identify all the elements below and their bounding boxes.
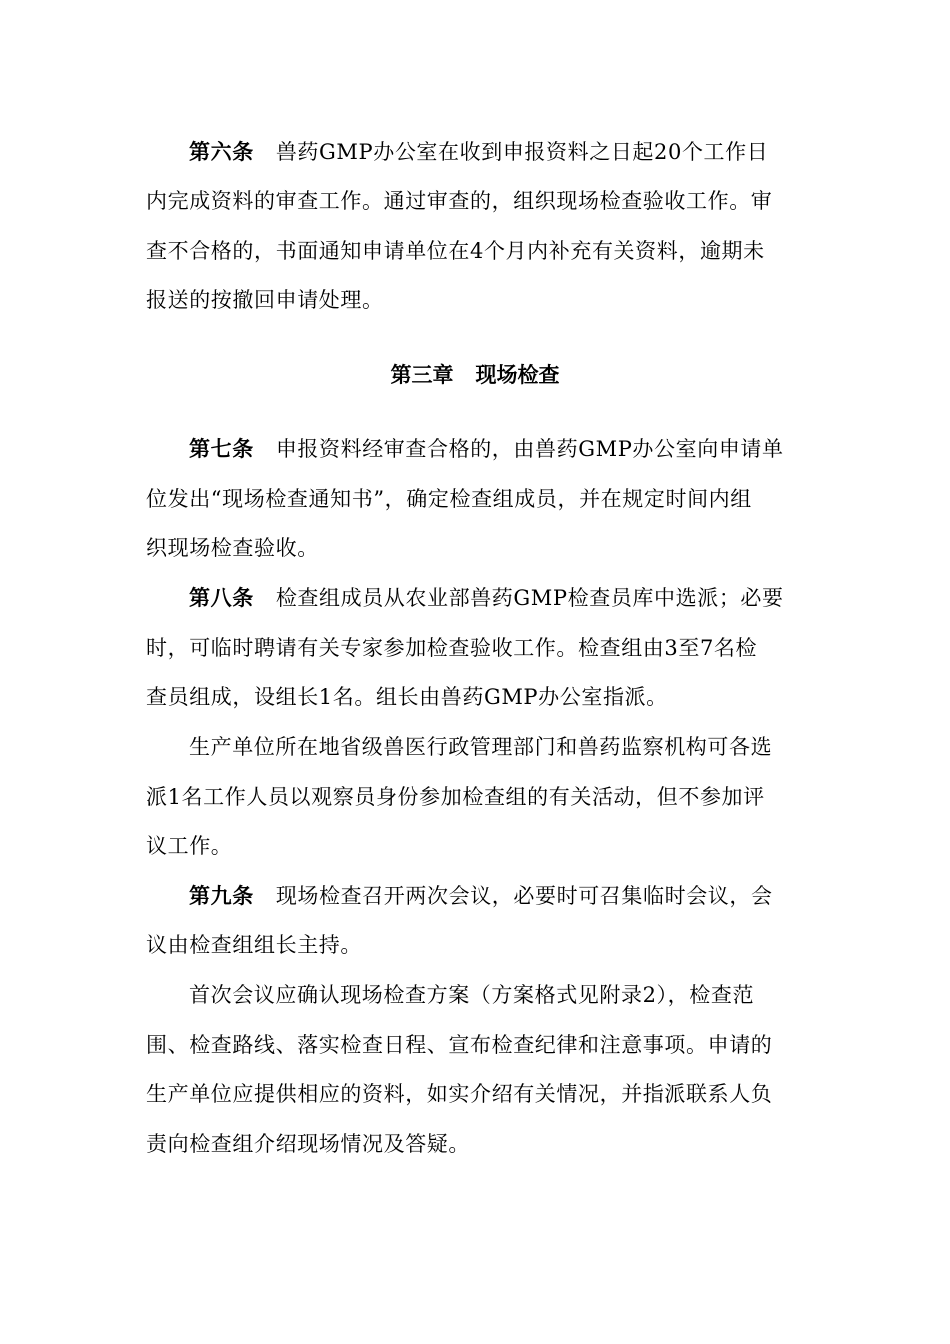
- article-7-text-1: 申报资料经审查合格的，由兽药GMP办公室向申请单: [275, 437, 784, 461]
- article-9-line-1: [189, 884, 773, 908]
- article-8-para2-line-1: 生产单位所在地省级兽医行政管理部门和兽药监察机构可各选: [189, 735, 773, 759]
- chapter-title: 现场检查: [475, 362, 560, 387]
- chapter-heading: [0, 363, 950, 387]
- article-8-label: 第八条: [189, 585, 254, 610]
- article-7-line-3: 织现场检查验收。: [146, 536, 319, 560]
- article-9-para2-line-1: 首次会议应确认现场检查方案（方案格式见附录2），检查范: [189, 983, 755, 1007]
- article-9-para2-line-4: 责向检查组介绍现场情况及答疑。: [146, 1132, 470, 1156]
- article-9-label: 第九条: [189, 883, 254, 908]
- article-8-para2-line-3: 议工作。: [146, 834, 233, 858]
- article-7-line-2: 位发出“现场检查通知书”，确定检查组成员，并在规定时间内组: [146, 487, 752, 511]
- article-8-text-1: 检查组成员从农业部兽药GMP检查员库中选派；必要: [275, 586, 784, 610]
- article-9-line-2: 议由检查组组长主持。: [146, 933, 362, 957]
- article-7-line-1: [189, 437, 784, 461]
- article-6-line-3: 查不合格的，书面通知申请单位在4个月内补充有关资料，逾期未: [146, 239, 765, 263]
- article-6-line-1: [189, 140, 768, 164]
- article-6-label: 第六条: [189, 139, 254, 164]
- article-8-para2-line-2: 派1名工作人员以观察员身份参加检查组的有关活动，但不参加评: [146, 785, 765, 809]
- article-9-para2-line-3: 生产单位应提供相应的资料，如实介绍有关情况，并指派联系人负: [146, 1082, 773, 1106]
- article-8-line-1: [189, 586, 784, 610]
- article-7-label: 第七条: [189, 436, 254, 461]
- article-6-text-1: 兽药GMP办公室在收到申报资料之日起20个工作日: [275, 140, 769, 164]
- article-9-text-1: 现场检查召开两次会议，必要时可召集临时会议，会: [275, 884, 773, 908]
- article-9-para2-line-2: 围、检查路线、落实检查日程、宣布检查纪律和注意事项。申请的: [146, 1033, 773, 1057]
- article-8-line-2: 时，可临时聘请有关专家参加检查验收工作。检查组由3至7名检: [146, 636, 758, 660]
- article-6-line-2: 内完成资料的审查工作。通过审查的，组织现场检查验收工作。审: [146, 189, 773, 213]
- chapter-number: 第三章: [390, 362, 454, 387]
- article-6-line-4: 报送的按撤回申请处理。: [146, 288, 384, 312]
- article-8-line-3: 查员组成，设组长1名。组长由兽药GMP办公室指派。: [146, 685, 668, 709]
